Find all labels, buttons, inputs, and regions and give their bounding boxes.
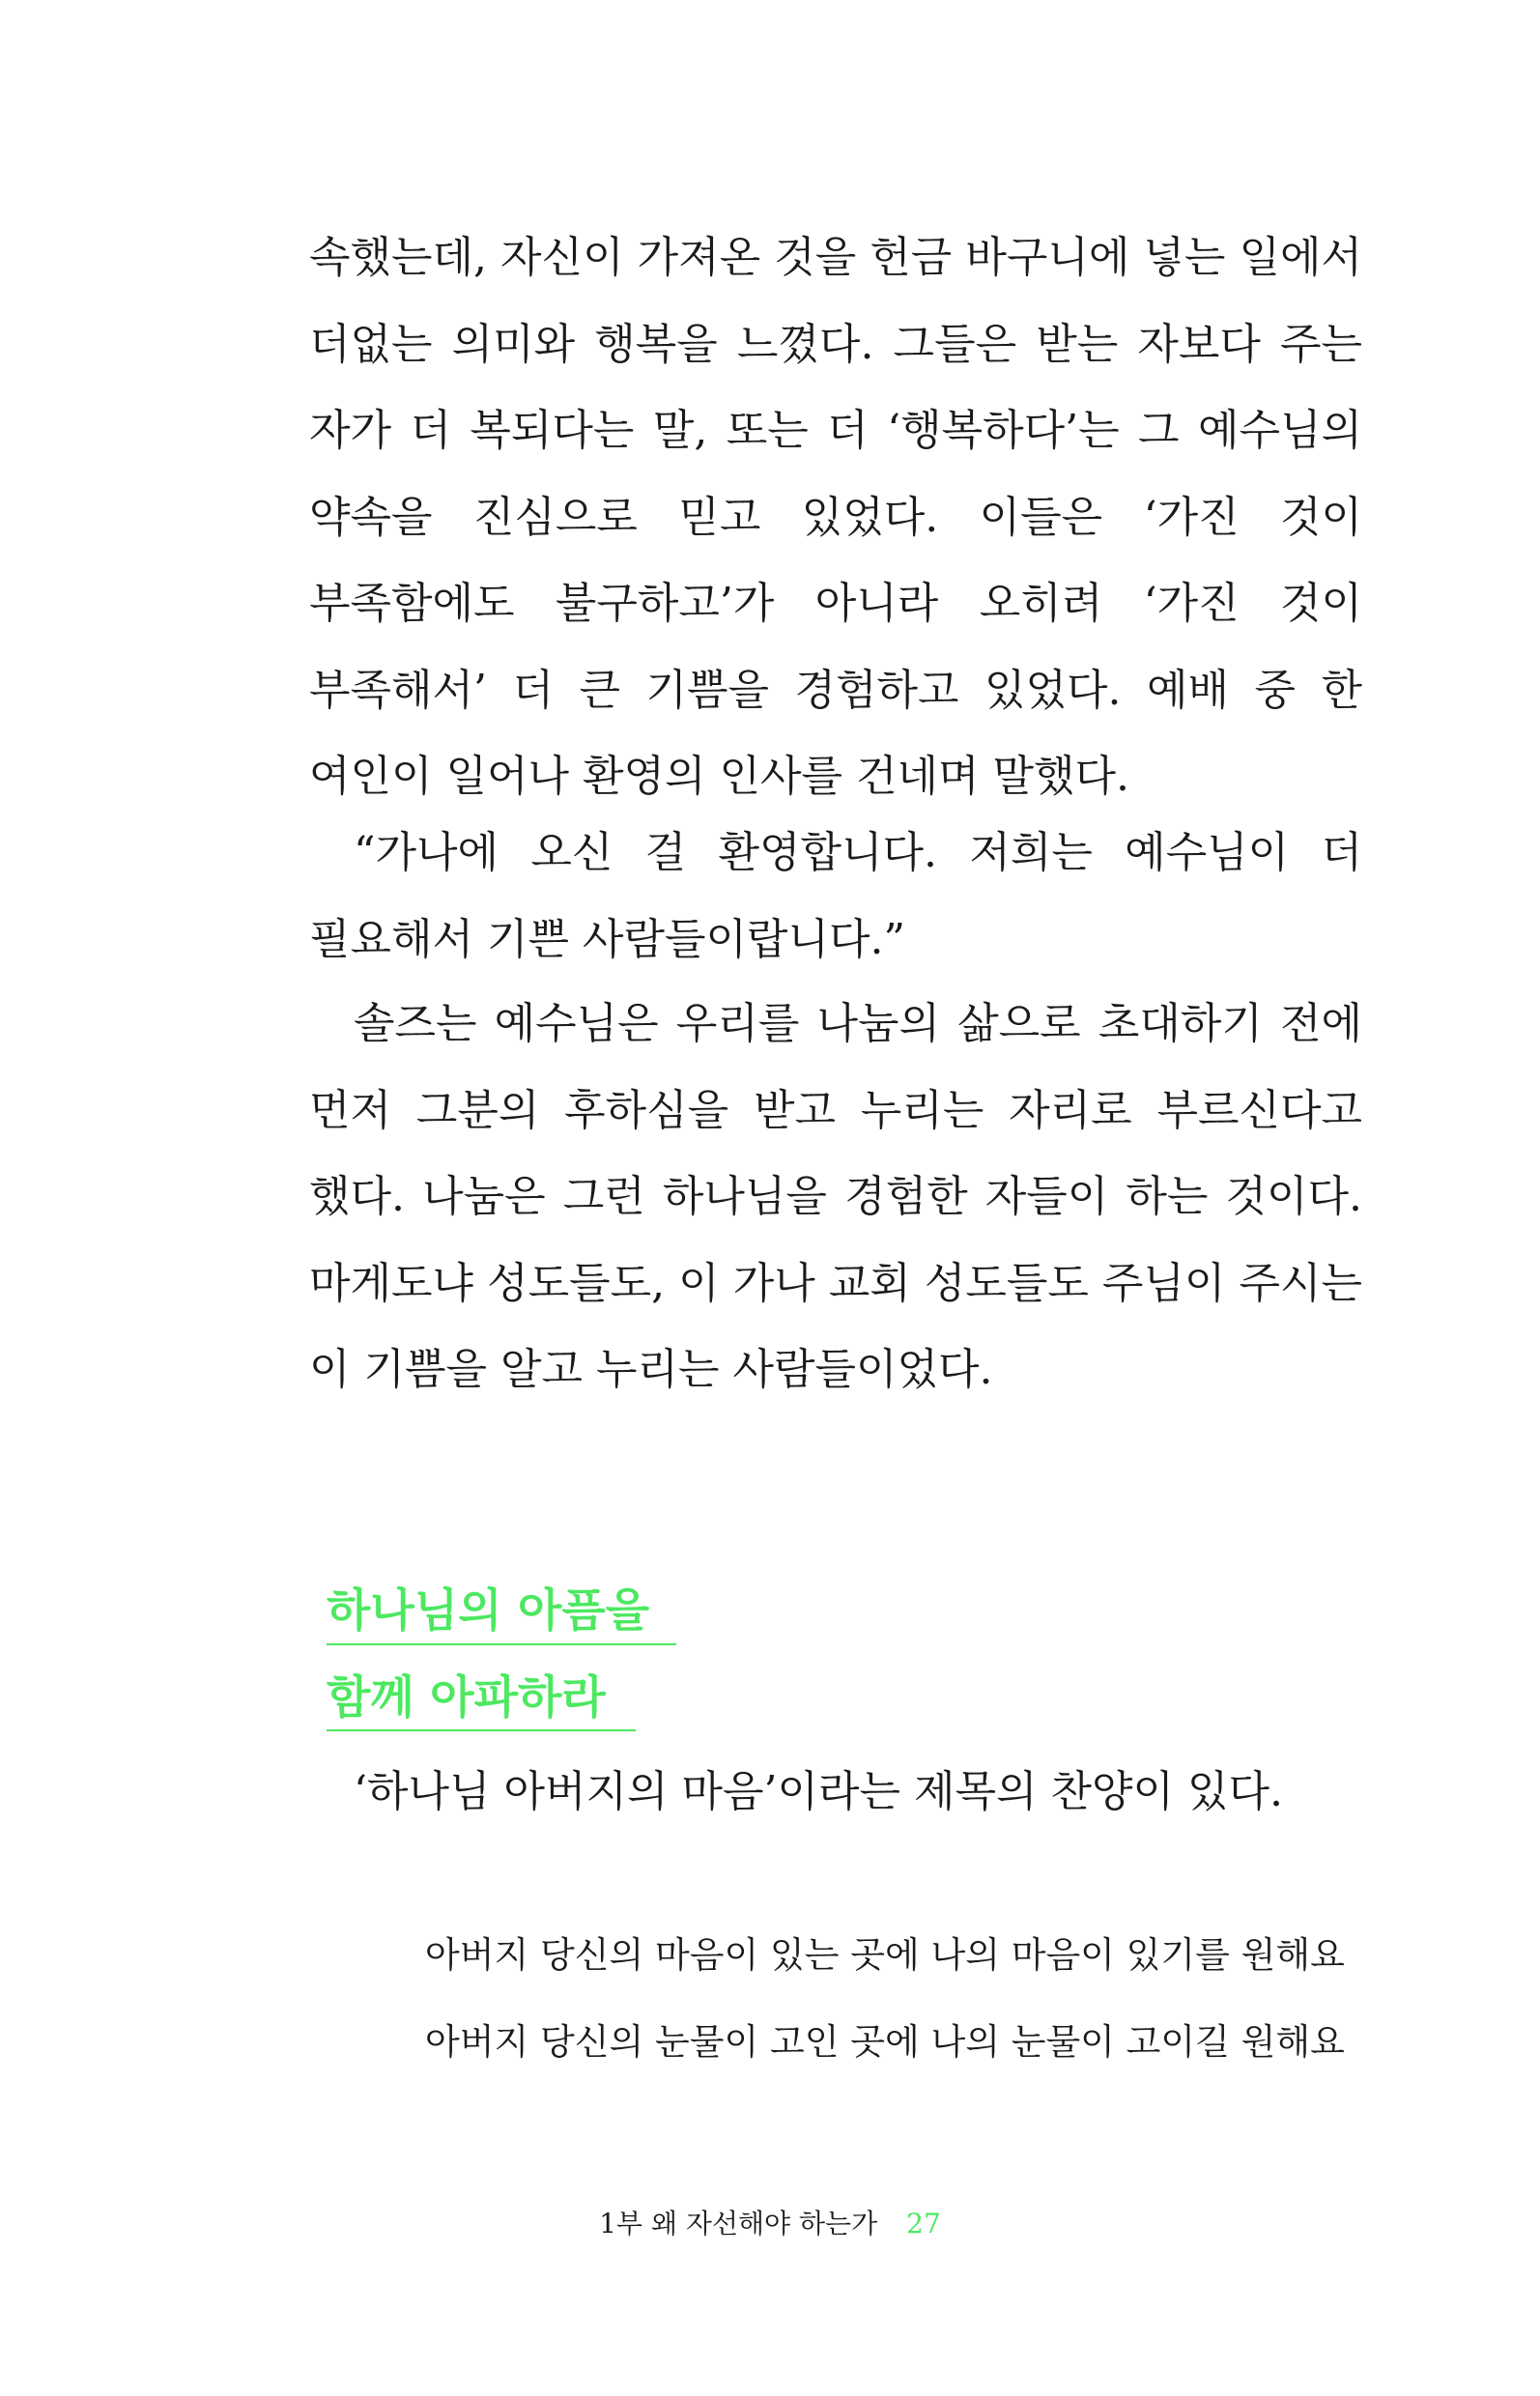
section-intro-paragraph: ‘하나님 아버지의 마음’이라는 제목의 찬양이 있다. [354, 1767, 1283, 1816]
heading-underline-1 [327, 1643, 676, 1645]
footer-section-title: 1부 왜 자선해야 하는가 [599, 2208, 878, 2239]
page-footer [0, 2205, 1540, 2243]
body-paragraph-2-quote: “가나에 오신 걸 환영합니다. 저희는 예수님이 더 필요해서 기쁜 사람들이랍니다.” [309, 828, 1362, 964]
heading-underline-2 [327, 1729, 636, 1731]
page-number: 27 [906, 2208, 941, 2239]
section-heading-line-2: 함께 아파하라 [327, 1671, 606, 1725]
lyric-quote-line-1: 아버지 당신의 마음이 있는 곳에 나의 마음이 있기를 원해요 [425, 1934, 1345, 1976]
lyric-quote-line-2: 아버지 당신의 눈물이 고인 곳에 나의 눈물이 고이길 원해요 [425, 2021, 1345, 2063]
section-heading-line-1: 하나님의 아픔을 [327, 1584, 650, 1638]
body-paragraph-3: 솔즈는 예수님은 우리를 나눔의 삶으로 초대하기 전에 먼저 그분의 후하심을 받고 누리는 자리로 부르신다고 했다. 나눔은 그런 하나님을 경험한 자들이 하는 것이다. 마게도냐 성도들도, 이 가나 교회 성도들도 주님이 주시는 이 기쁨을 알고 누리는 사람들이었다. [309, 999, 1362, 1394]
body-paragraph-1: 속했는데, 자신이 가져온 것을 헌금 바구니에 넣는 일에서 더없는 의미와 행복을 느꼈다. 그들은 받는 자보다 주는 자가 더 복되다는 말, 또는 더 ‘행복하다’는 그 예수님의 약속을 진심으로 믿고 있었다. 이들은 ‘가진 것이 부족함에도 불구하고’가 아니라 오히려 ‘가진 것이 부족해서’ 더 큰 기쁨을 경험하고 있었다. 예배 중 한 여인이 일어나 환영의 인사를 건네며 말했다. [309, 233, 1362, 801]
